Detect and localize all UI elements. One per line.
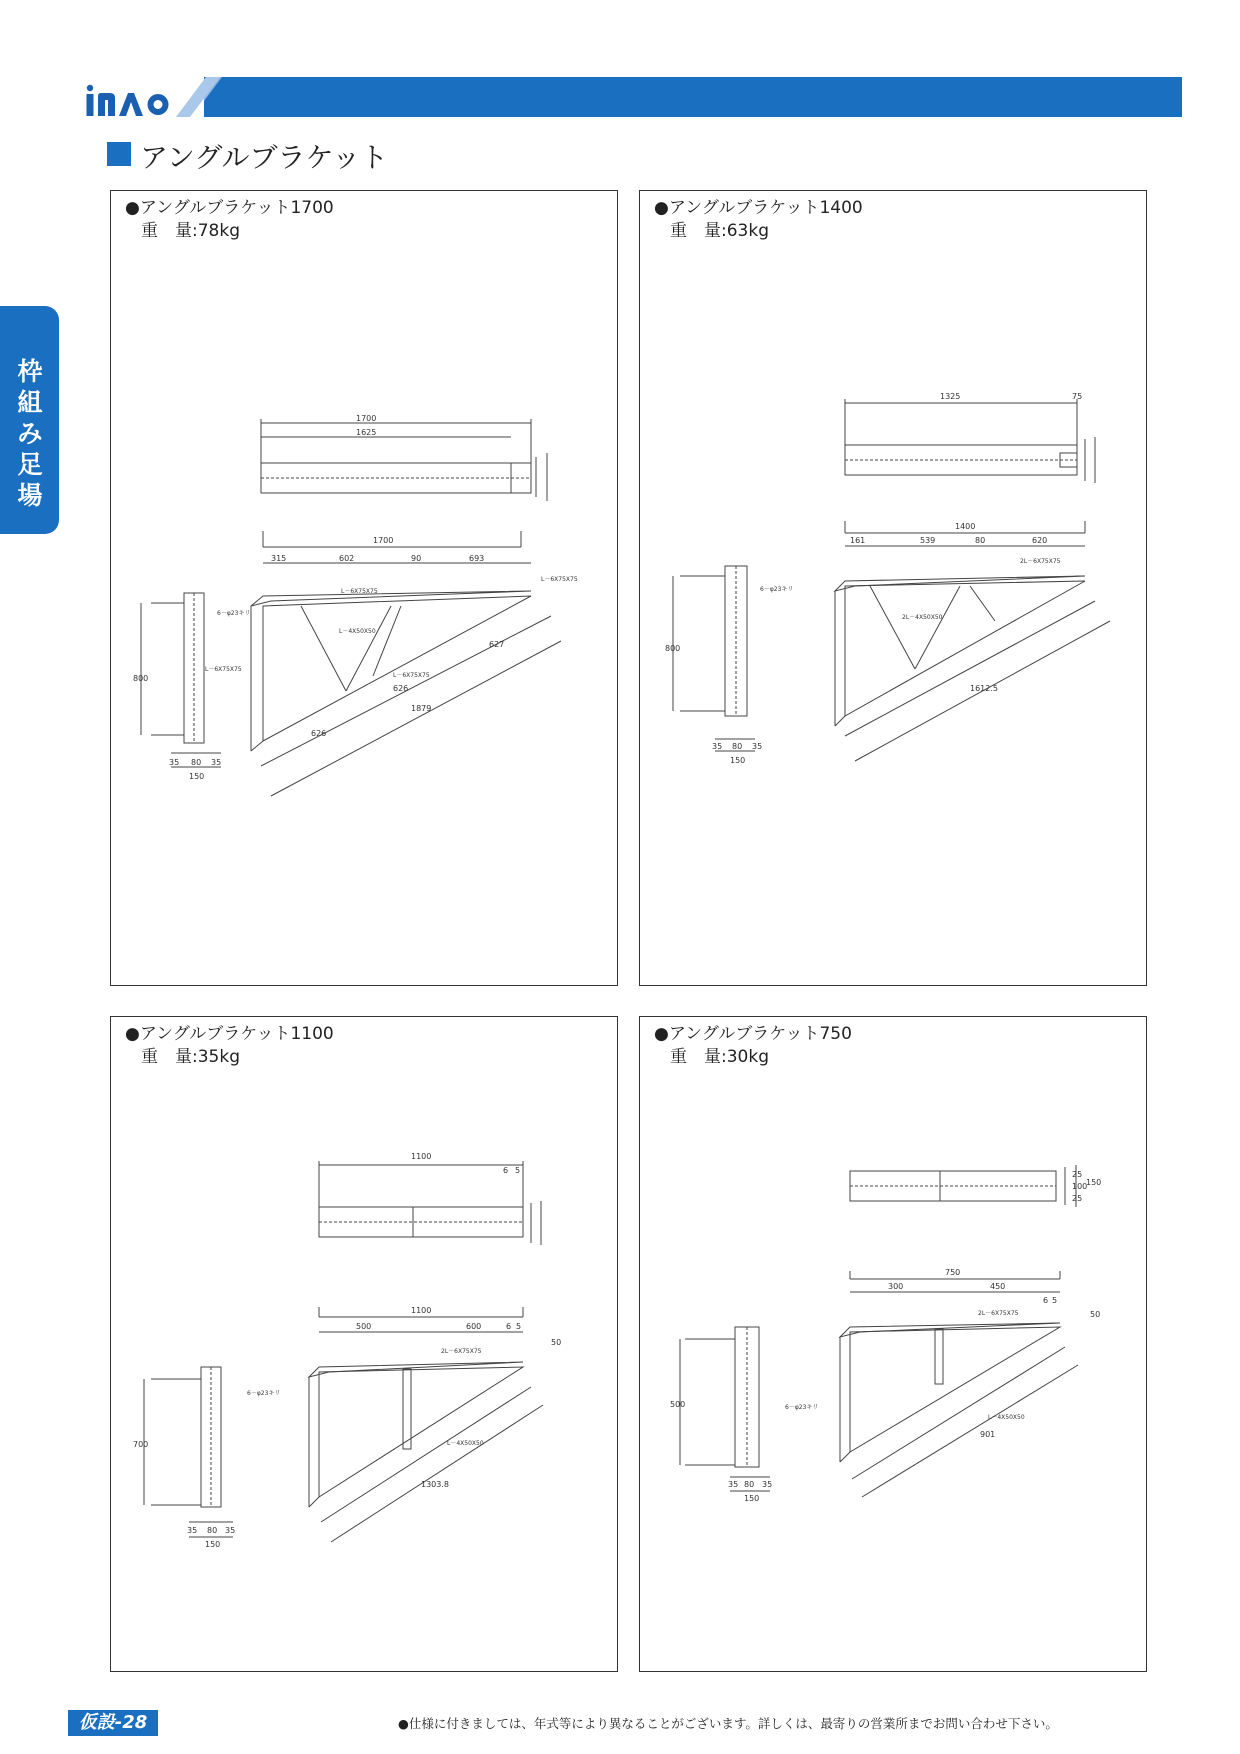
- drawing-1700: [111, 191, 617, 985]
- member-label: 6－φ23キリ: [217, 610, 251, 617]
- member-label: 2L－4X50X50: [902, 614, 943, 621]
- member-label: L－4X50X50: [339, 628, 376, 635]
- dim-label: 6: [1043, 1296, 1049, 1305]
- dim-label: 150: [730, 756, 746, 765]
- dim-label: 5: [1052, 1296, 1058, 1305]
- drawing-750: [640, 1017, 1146, 1671]
- header-bar: [180, 77, 1182, 117]
- dim-label: 627: [489, 640, 505, 649]
- dim-label: 35: [712, 742, 723, 751]
- page-number-badge: 仮設-28: [68, 1710, 158, 1736]
- dim-label: 450: [990, 1282, 1006, 1291]
- dim-label: 500: [356, 1322, 372, 1331]
- dim-label: 1325: [940, 392, 961, 401]
- dim-label: 35: [211, 758, 222, 767]
- panel-bracket-1700: [110, 190, 618, 986]
- member-label: L－4X50X50: [988, 1414, 1025, 1421]
- header-stripe-decoration: [176, 77, 246, 117]
- dim-label: 35: [752, 742, 763, 751]
- dim-label: 50: [1090, 1310, 1101, 1319]
- panel-title: ●アングルブラケット1100: [125, 1024, 334, 1044]
- dim-label: 5: [516, 1322, 522, 1331]
- dim-label: 6: [506, 1322, 512, 1331]
- dim-label: 315: [271, 554, 287, 563]
- member-label: L－6X75X75: [541, 576, 578, 583]
- panel-bracket-1400: [639, 190, 1147, 986]
- dim-label: 150: [205, 1540, 221, 1549]
- dim-label: 6: [503, 1166, 509, 1175]
- dim-label: 150: [189, 772, 205, 781]
- dim-label: 539: [920, 536, 936, 545]
- dim-label: 50: [551, 1338, 562, 1347]
- dim-label: 1700: [373, 536, 394, 545]
- dim-label: 150: [1086, 1178, 1102, 1187]
- dim-label: 602: [339, 554, 355, 563]
- dim-label: 35: [187, 1526, 198, 1535]
- page-title: アングルブラケット: [140, 141, 389, 174]
- dim-label: 90: [411, 554, 422, 563]
- dim-label: 1400: [955, 522, 976, 531]
- member-label: L－6X75X75: [341, 588, 378, 595]
- footer-note: ●仕様に付きましては、年式等により異なることがございます。詳しくは、最寄りの営業所までお問い合わせ下さい。: [398, 1716, 1058, 1731]
- member-label: 6－φ23キリ: [785, 1404, 819, 1411]
- dim-label: 901: [980, 1430, 996, 1439]
- panel-title: ●アングルブラケット1700: [125, 198, 334, 218]
- dim-label: 80: [744, 1480, 755, 1489]
- dim-label: 800: [665, 644, 681, 653]
- member-label: L－6X75X75: [393, 672, 430, 679]
- panel-weight: 重 量:30kg: [670, 1047, 769, 1067]
- panel-weight: 重 量:35kg: [141, 1047, 240, 1067]
- dim-label: 1879: [411, 704, 432, 713]
- dim-label: 35: [225, 1526, 236, 1535]
- dim-label: 1100: [411, 1306, 432, 1315]
- dim-label: 5: [515, 1166, 521, 1175]
- brand-logo: [84, 84, 174, 118]
- dim-label: 1625: [356, 428, 377, 437]
- dim-label: 1700: [356, 414, 377, 423]
- dim-label: 600: [466, 1322, 482, 1331]
- dim-label: 300: [888, 1282, 904, 1291]
- dim-label: 35: [762, 1480, 773, 1489]
- panel-weight: 重 量:63kg: [670, 221, 769, 241]
- dim-label: 626: [311, 729, 327, 738]
- dim-label: 700: [133, 1440, 149, 1449]
- dim-label: 620: [1032, 536, 1048, 545]
- dim-label: 800: [133, 674, 149, 683]
- member-label: L－4X50X50: [447, 1440, 484, 1447]
- dim-label: 80: [191, 758, 202, 767]
- dim-label: 80: [975, 536, 986, 545]
- dim-label: 25: [1072, 1194, 1083, 1203]
- dim-label: 161: [850, 536, 866, 545]
- dim-label: 1612.5: [970, 684, 998, 693]
- panel-weight: 重 量:78kg: [141, 221, 240, 241]
- panel-bracket-750: [639, 1016, 1147, 1672]
- panel-title: ●アングルブラケット1400: [654, 198, 863, 218]
- drawing-1100: [111, 1017, 617, 1671]
- panel-bracket-1100: [110, 1016, 618, 1672]
- dim-label: 35: [728, 1480, 739, 1489]
- dim-label: 100: [1072, 1182, 1088, 1191]
- title-square-marker: [107, 142, 131, 166]
- dim-label: 500: [670, 1400, 686, 1409]
- dim-label: 693: [469, 554, 485, 563]
- member-label: L－6X75X75: [205, 666, 242, 673]
- dim-label: 80: [732, 742, 743, 751]
- dim-label: 80: [207, 1526, 218, 1535]
- dim-label: 1303.8: [421, 1480, 449, 1489]
- dim-label: 1100: [411, 1152, 432, 1161]
- member-label: 2L－6X75X75: [441, 1348, 482, 1355]
- member-label: 6－φ23キリ: [247, 1390, 281, 1397]
- dim-label: 626: [393, 684, 409, 693]
- dim-label: 25: [1072, 1170, 1083, 1179]
- member-label: 6－φ23キリ: [760, 586, 794, 593]
- member-label: 2L－6X75X75: [978, 1310, 1019, 1317]
- drawing-1400: [640, 191, 1146, 985]
- dim-label: 750: [945, 1268, 961, 1277]
- panel-title: ●アングルブラケット750: [654, 1024, 852, 1044]
- side-category-label: 枠 組 み 足 場: [17, 357, 43, 510]
- dim-label: 150: [744, 1494, 760, 1503]
- dim-label: 35: [169, 758, 180, 767]
- dim-label: 75: [1072, 392, 1083, 401]
- member-label: 2L－6X75X75: [1020, 558, 1061, 565]
